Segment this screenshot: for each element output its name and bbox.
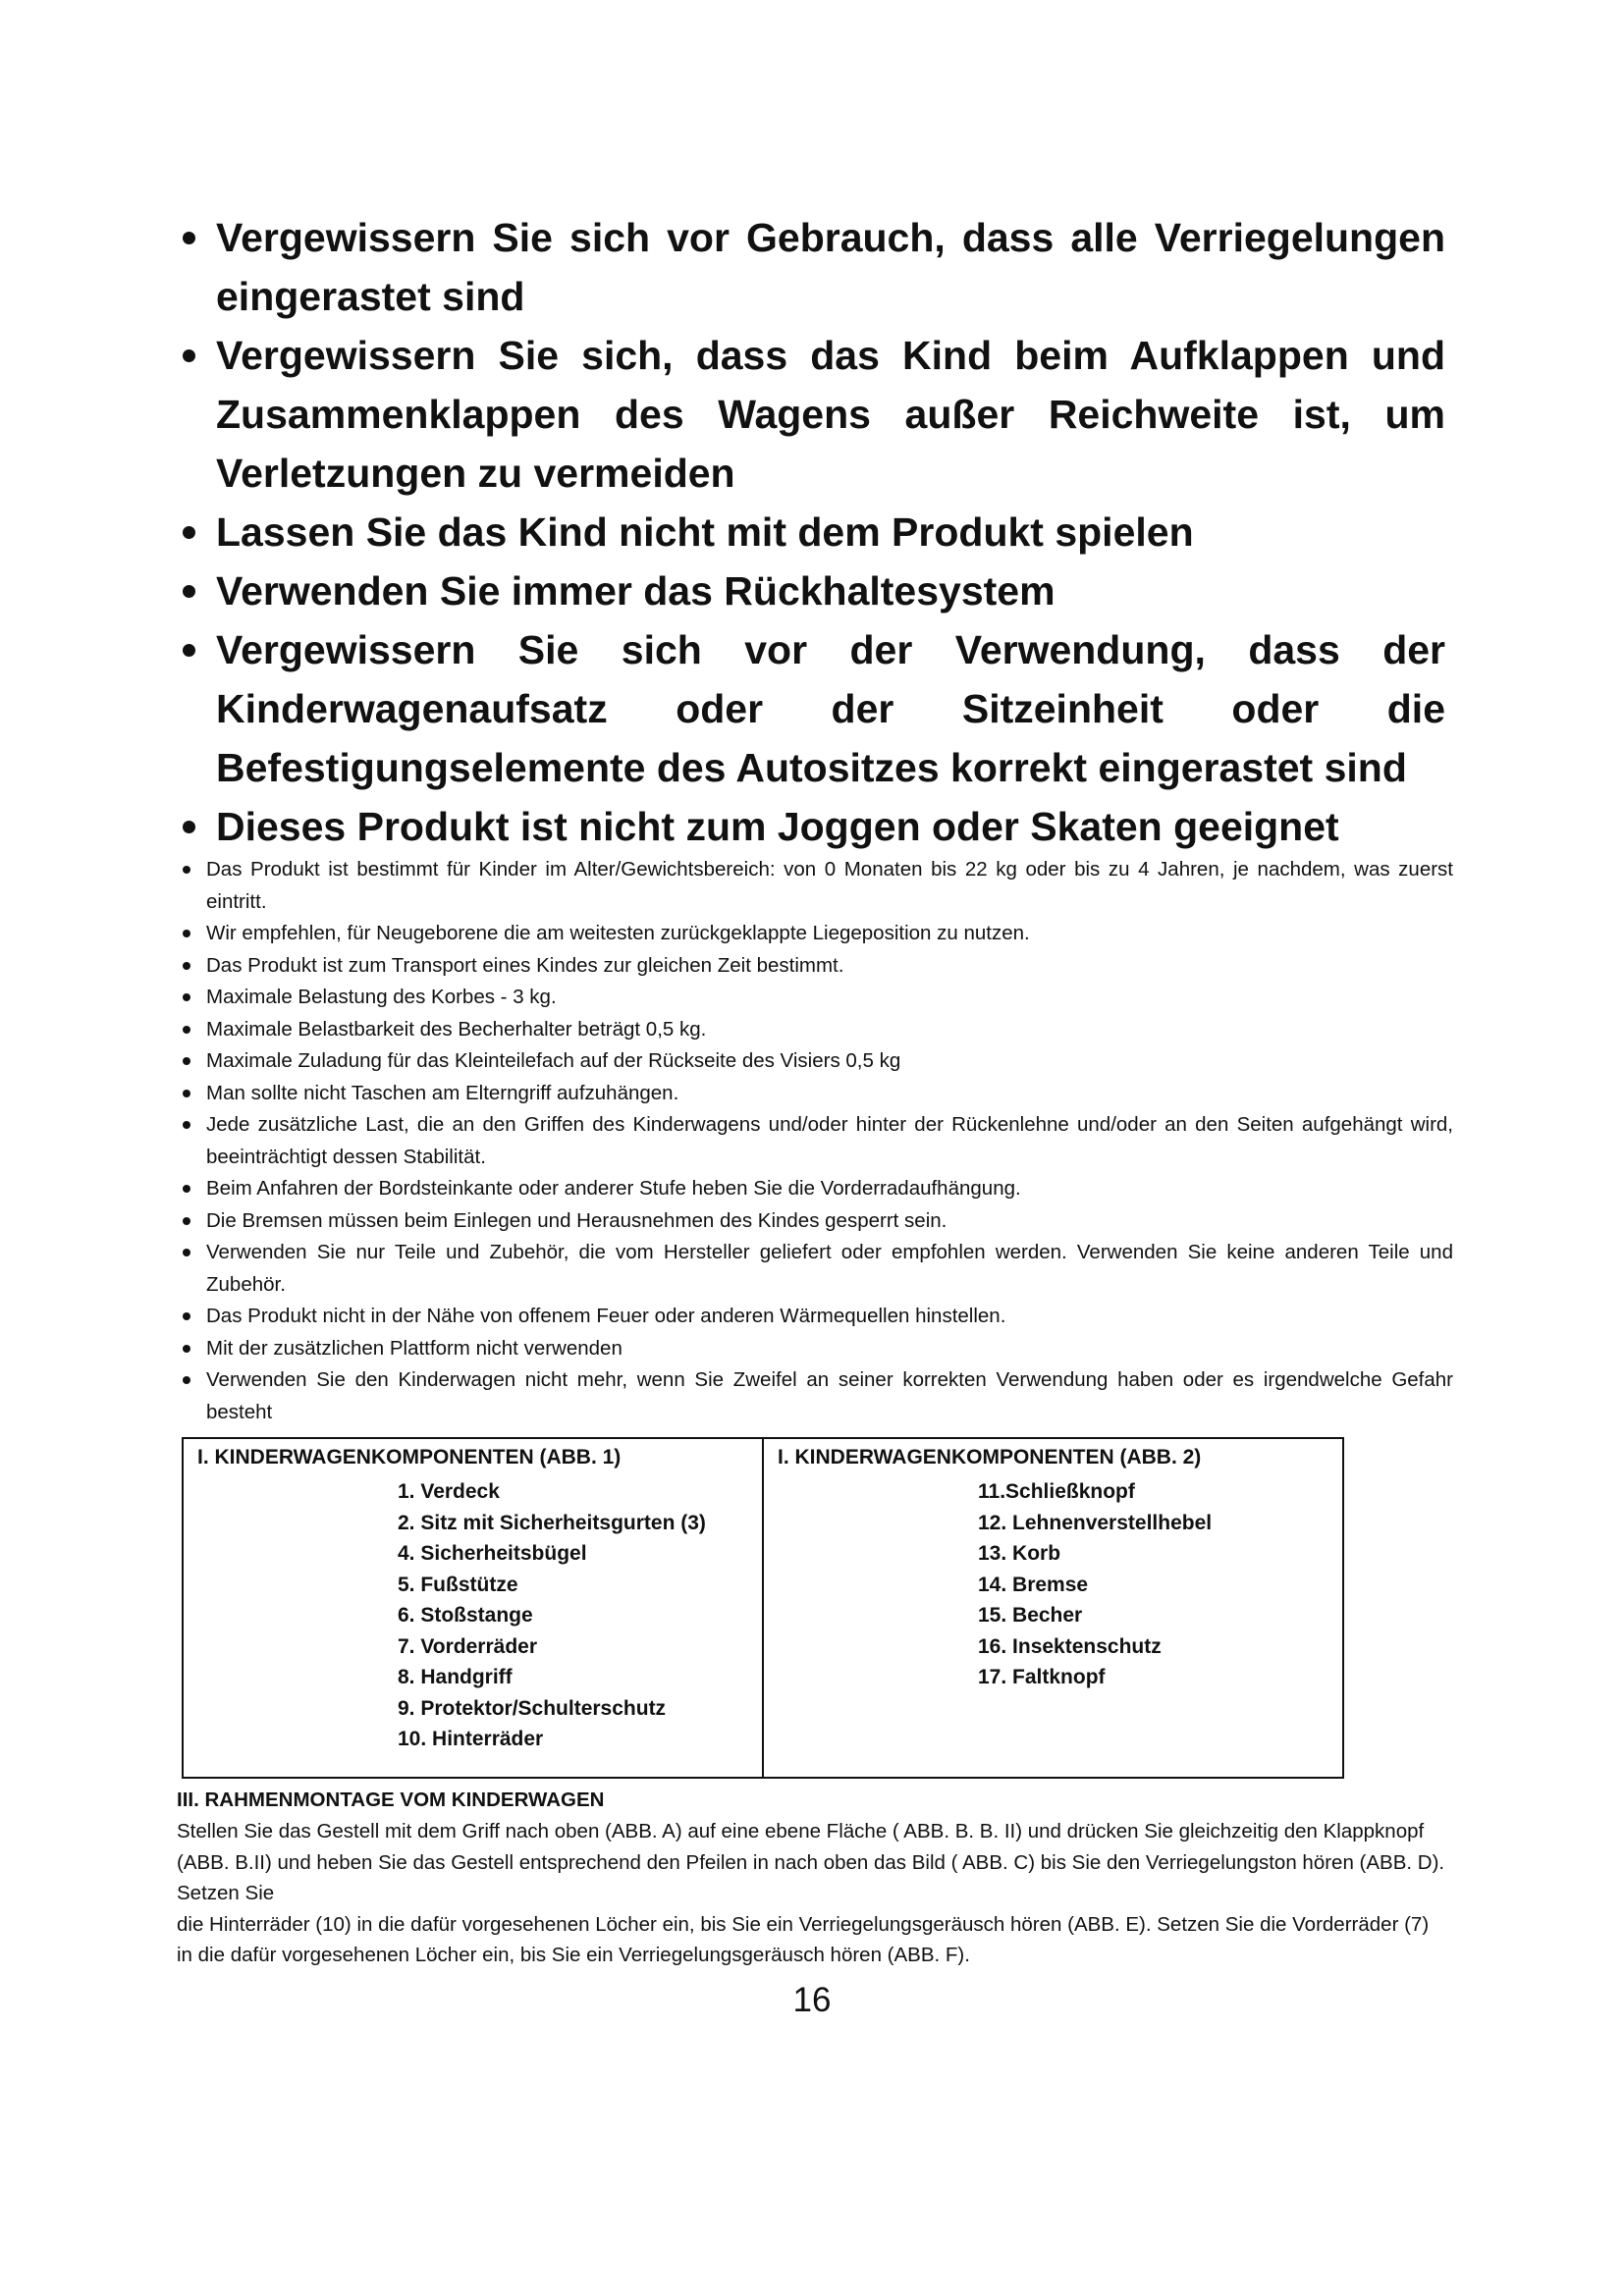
section-title: III. RAHMENMONTAGE VOM KINDERWAGEN (177, 1789, 605, 1811)
component-item: 15. Becher (978, 1604, 1083, 1627)
components-column-left (184, 1439, 762, 1777)
warning-item: Vergewissern Sie sich vor der Verwendung, dass der Kinderwagenaufsatz oder der Sitzeinheit oder die Befestigungselemente des Autositzes korrekt eingerastet sind (179, 620, 1445, 797)
note-item: Maximale Belastung des Korbes - 3 kg. (177, 982, 1453, 1014)
component-item: 7. Vorderräder (398, 1634, 538, 1658)
safety-warnings-list (179, 208, 1445, 856)
note-item: Das Produkt ist bestimmt für Kinder im Alter/Gewichtsbereich: von 0 Monaten bis 22 kg oder bis zu 4 Jahren, je nachdem, was zuerst eintritt. (177, 854, 1453, 918)
component-item: 12. Lehnenverstellhebel (978, 1511, 1213, 1534)
note-item: Jede zusätzliche Last, die an den Griffen des Kinderwagens und/oder hinter der Rückenlehne und/oder an den Seiten aufgehängt wird, beeinträchtigt dessen Stabilität. (177, 1109, 1453, 1173)
bullet-icon (183, 1217, 190, 1225)
note-item: Das Produkt ist zum Transport eines Kindes zur gleichen Zeit bestimmt. (177, 950, 1453, 983)
bullet-icon (183, 1376, 190, 1384)
bullet-icon (183, 349, 195, 362)
components-table (182, 1437, 1344, 1779)
bullet-icon (183, 821, 195, 833)
note-item: Beim Anfahren der Bordsteinkante oder anderer Stufe heben Sie die Vorderradaufhängung. (177, 1173, 1453, 1205)
component-item: 1. Verdeck (398, 1480, 500, 1503)
bullet-icon (183, 866, 190, 874)
bullet-icon (183, 585, 195, 598)
bullet-icon (183, 526, 195, 539)
section-paragraph: die Hinterräder (10) in die dafür vorgesehenen Löcher ein, bis Sie ein Verriegelungsgeräusch hören (ABB. E). Setzen Sie die Vorderräder (7) (177, 1912, 1430, 1936)
bullet-icon (183, 1090, 190, 1097)
note-item: Maximale Belastbarkeit des Becherhalter beträgt 0,5 kg. (177, 1014, 1453, 1046)
components-list-right (978, 1476, 1212, 1693)
note-item: Die Bremsen müssen beim Einlegen und Herausnehmen des Kindes gesperrt sein. (177, 1205, 1453, 1238)
component-item: 10. Hinterräder (398, 1728, 544, 1750)
bullet-icon (183, 930, 190, 937)
warning-item: Lassen Sie das Kind nicht mit dem Produkt spielen (179, 503, 1445, 561)
bullet-icon (183, 1345, 190, 1353)
components-column-right (762, 1439, 1342, 1777)
bullet-icon (183, 1057, 190, 1065)
components-title-right: I. KINDERWAGENKOMPONENTEN (ABB. 2) (778, 1446, 1202, 1468)
component-item: 13. Korb (978, 1542, 1061, 1565)
component-item: 14. Bremse (978, 1573, 1089, 1596)
component-item: 17. Faltknopf (978, 1666, 1106, 1688)
note-item: Verwenden Sie nur Teile und Zubehör, die vom Hersteller geliefert oder empfohlen werden. Verwenden Sie keine anderen Teile und Zubehör. (177, 1237, 1453, 1301)
component-item: 8. Handgriff (398, 1666, 513, 1688)
warning-item: Vergewissern Sie sich, dass das Kind beim Aufklappen und Zusammenklappen des Wagens außer Reichweite ist, um Verletzungen zu vermeiden (179, 326, 1445, 503)
section-body (177, 1816, 1453, 1971)
bullet-icon (183, 232, 195, 244)
bullet-icon (183, 1121, 190, 1129)
bullet-icon (183, 1312, 190, 1320)
bullet-icon (183, 644, 195, 657)
component-item: 16. Insektenschutz (978, 1634, 1162, 1658)
usage-notes-list (177, 854, 1453, 1428)
component-item: 5. Fußstütze (398, 1573, 518, 1596)
bullet-icon (183, 993, 190, 1001)
component-item: 2. Sitz mit Sicherheitsgurten (3) (398, 1511, 706, 1534)
section-paragraph: in die dafür vorgesehenen Löcher ein, bis Sie ein Verriegelungsgeräusch hören (ABB. F). (177, 1944, 970, 1966)
bullet-icon (183, 1185, 190, 1193)
component-item: 9. Protektor/Schulterschutz (398, 1696, 667, 1720)
component-item: 4. Sicherheitsbügel (398, 1542, 587, 1565)
page-number: 16 (792, 1981, 832, 2019)
note-item: Maximale Zuladung für das Kleinteilefach auf der Rückseite des Visiers 0,5 kg (177, 1045, 1453, 1078)
components-list-left (398, 1476, 706, 1755)
bullet-icon (183, 1026, 190, 1034)
component-item: 6. Stoßstange (398, 1604, 533, 1627)
note-item: Das Produkt nicht in der Nähe von offenem Feuer oder anderen Wärmequellen hinstellen. (177, 1301, 1453, 1333)
bullet-icon (183, 962, 190, 970)
components-title-left: I. KINDERWAGENKOMPONENTEN (ABB. 1) (197, 1446, 622, 1468)
note-item: Verwenden Sie den Kinderwagen nicht mehr, wenn Sie Zweifel an seiner korrekten Verwendung haben oder es irgendwelche Gefahr besteht (177, 1364, 1453, 1428)
note-item: Man sollte nicht Taschen am Elterngriff aufzuhängen. (177, 1078, 1453, 1110)
note-item: Mit der zusätzlichen Plattform nicht verwenden (177, 1333, 1453, 1365)
warning-item: Verwenden Sie immer das Rückhaltesystem (179, 561, 1445, 620)
note-item: Wir empfehlen, für Neugeborene die am weitesten zurückgeklappte Liegeposition zu nutzen. (177, 918, 1453, 950)
warning-item: Dieses Produkt ist nicht zum Joggen oder Skaten geeignet (179, 797, 1445, 856)
warning-item: Vergewissern Sie sich vor Gebrauch, dass alle Verriegelungen eingerastet sind (179, 208, 1445, 326)
frame-assembly-section (177, 1785, 1453, 1971)
section-paragraph: Stellen Sie das Gestell mit dem Griff nach oben (ABB. A) auf eine ebene Fläche ( ABB. B. B. II) und drücken Sie gleichzeitig den Klappknopf (ABB. B.II) und heben Sie das Gestell entsprechend den Pfeilen in nach oben das Bild ( ABB. C) bis Sie den Verriegelungston hören (ABB. D). Setzen Sie (177, 1820, 1445, 1904)
bullet-icon (183, 1249, 190, 1256)
component-item: 11.Schließknopf (978, 1480, 1135, 1503)
